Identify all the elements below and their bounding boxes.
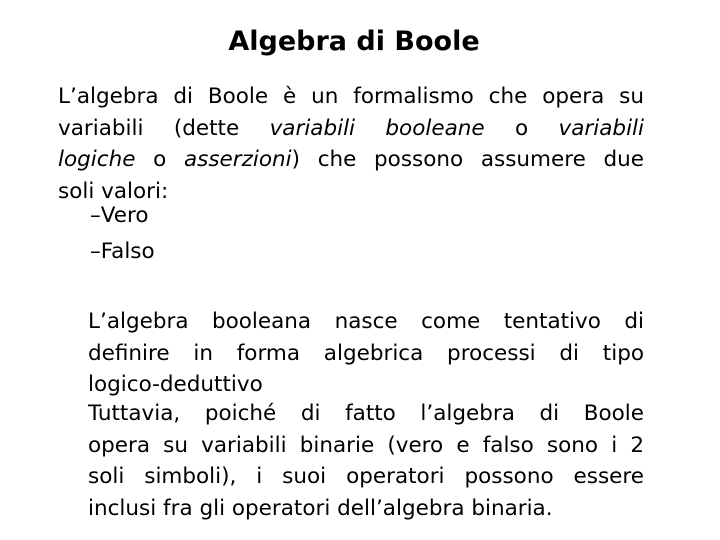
slide-title: Algebra di Boole [228, 26, 480, 57]
value-item-falso: –Falso [90, 239, 155, 264]
intro-line-4: soli valori: [58, 178, 169, 204]
intro-text: variabili (dette [58, 115, 270, 141]
intro-line-3 [58, 144, 644, 176]
intro-italic-term: variabili booleane [269, 115, 485, 141]
intro-paragraph [58, 81, 644, 207]
intro-italic-term: logiche [58, 147, 136, 172]
intro-line-1: L’algebra di Boole è un formalismo che opera su [58, 84, 644, 109]
paragraph-origin-line-3: logico-deduttivo [88, 372, 263, 397]
paragraph-origin-line-1: L’algebra booleana nasce come tentativo di [88, 309, 644, 334]
intro-italic-term: variabili [558, 115, 644, 141]
paragraph-binary-line-4: inclusi fra gli operatori dell’algebra binaria. [88, 495, 553, 521]
paragraph-binary [88, 398, 644, 524]
intro-text: o [484, 115, 559, 141]
paragraph-binary-line-2: opera su variabili binarie (vero e falso sono i 2 [88, 432, 644, 458]
intro-italic-term: asserzioni [183, 147, 292, 172]
value-item-vero: –Vero [90, 203, 149, 228]
intro-line-2 [58, 113, 644, 145]
paragraph-origin [88, 306, 644, 401]
paragraph-origin-line-2: definire in forma algebrica processi di tipo [88, 340, 644, 366]
paragraph-binary-line-3: soli simboli), i suoi operatori possono essere [88, 464, 644, 489]
paragraph-binary-line-1: Tuttavia, poiché di fatto l’algebra di Boole [88, 401, 644, 426]
intro-text: o [135, 147, 184, 172]
intro-text: ) che possono assumere due [291, 147, 644, 172]
